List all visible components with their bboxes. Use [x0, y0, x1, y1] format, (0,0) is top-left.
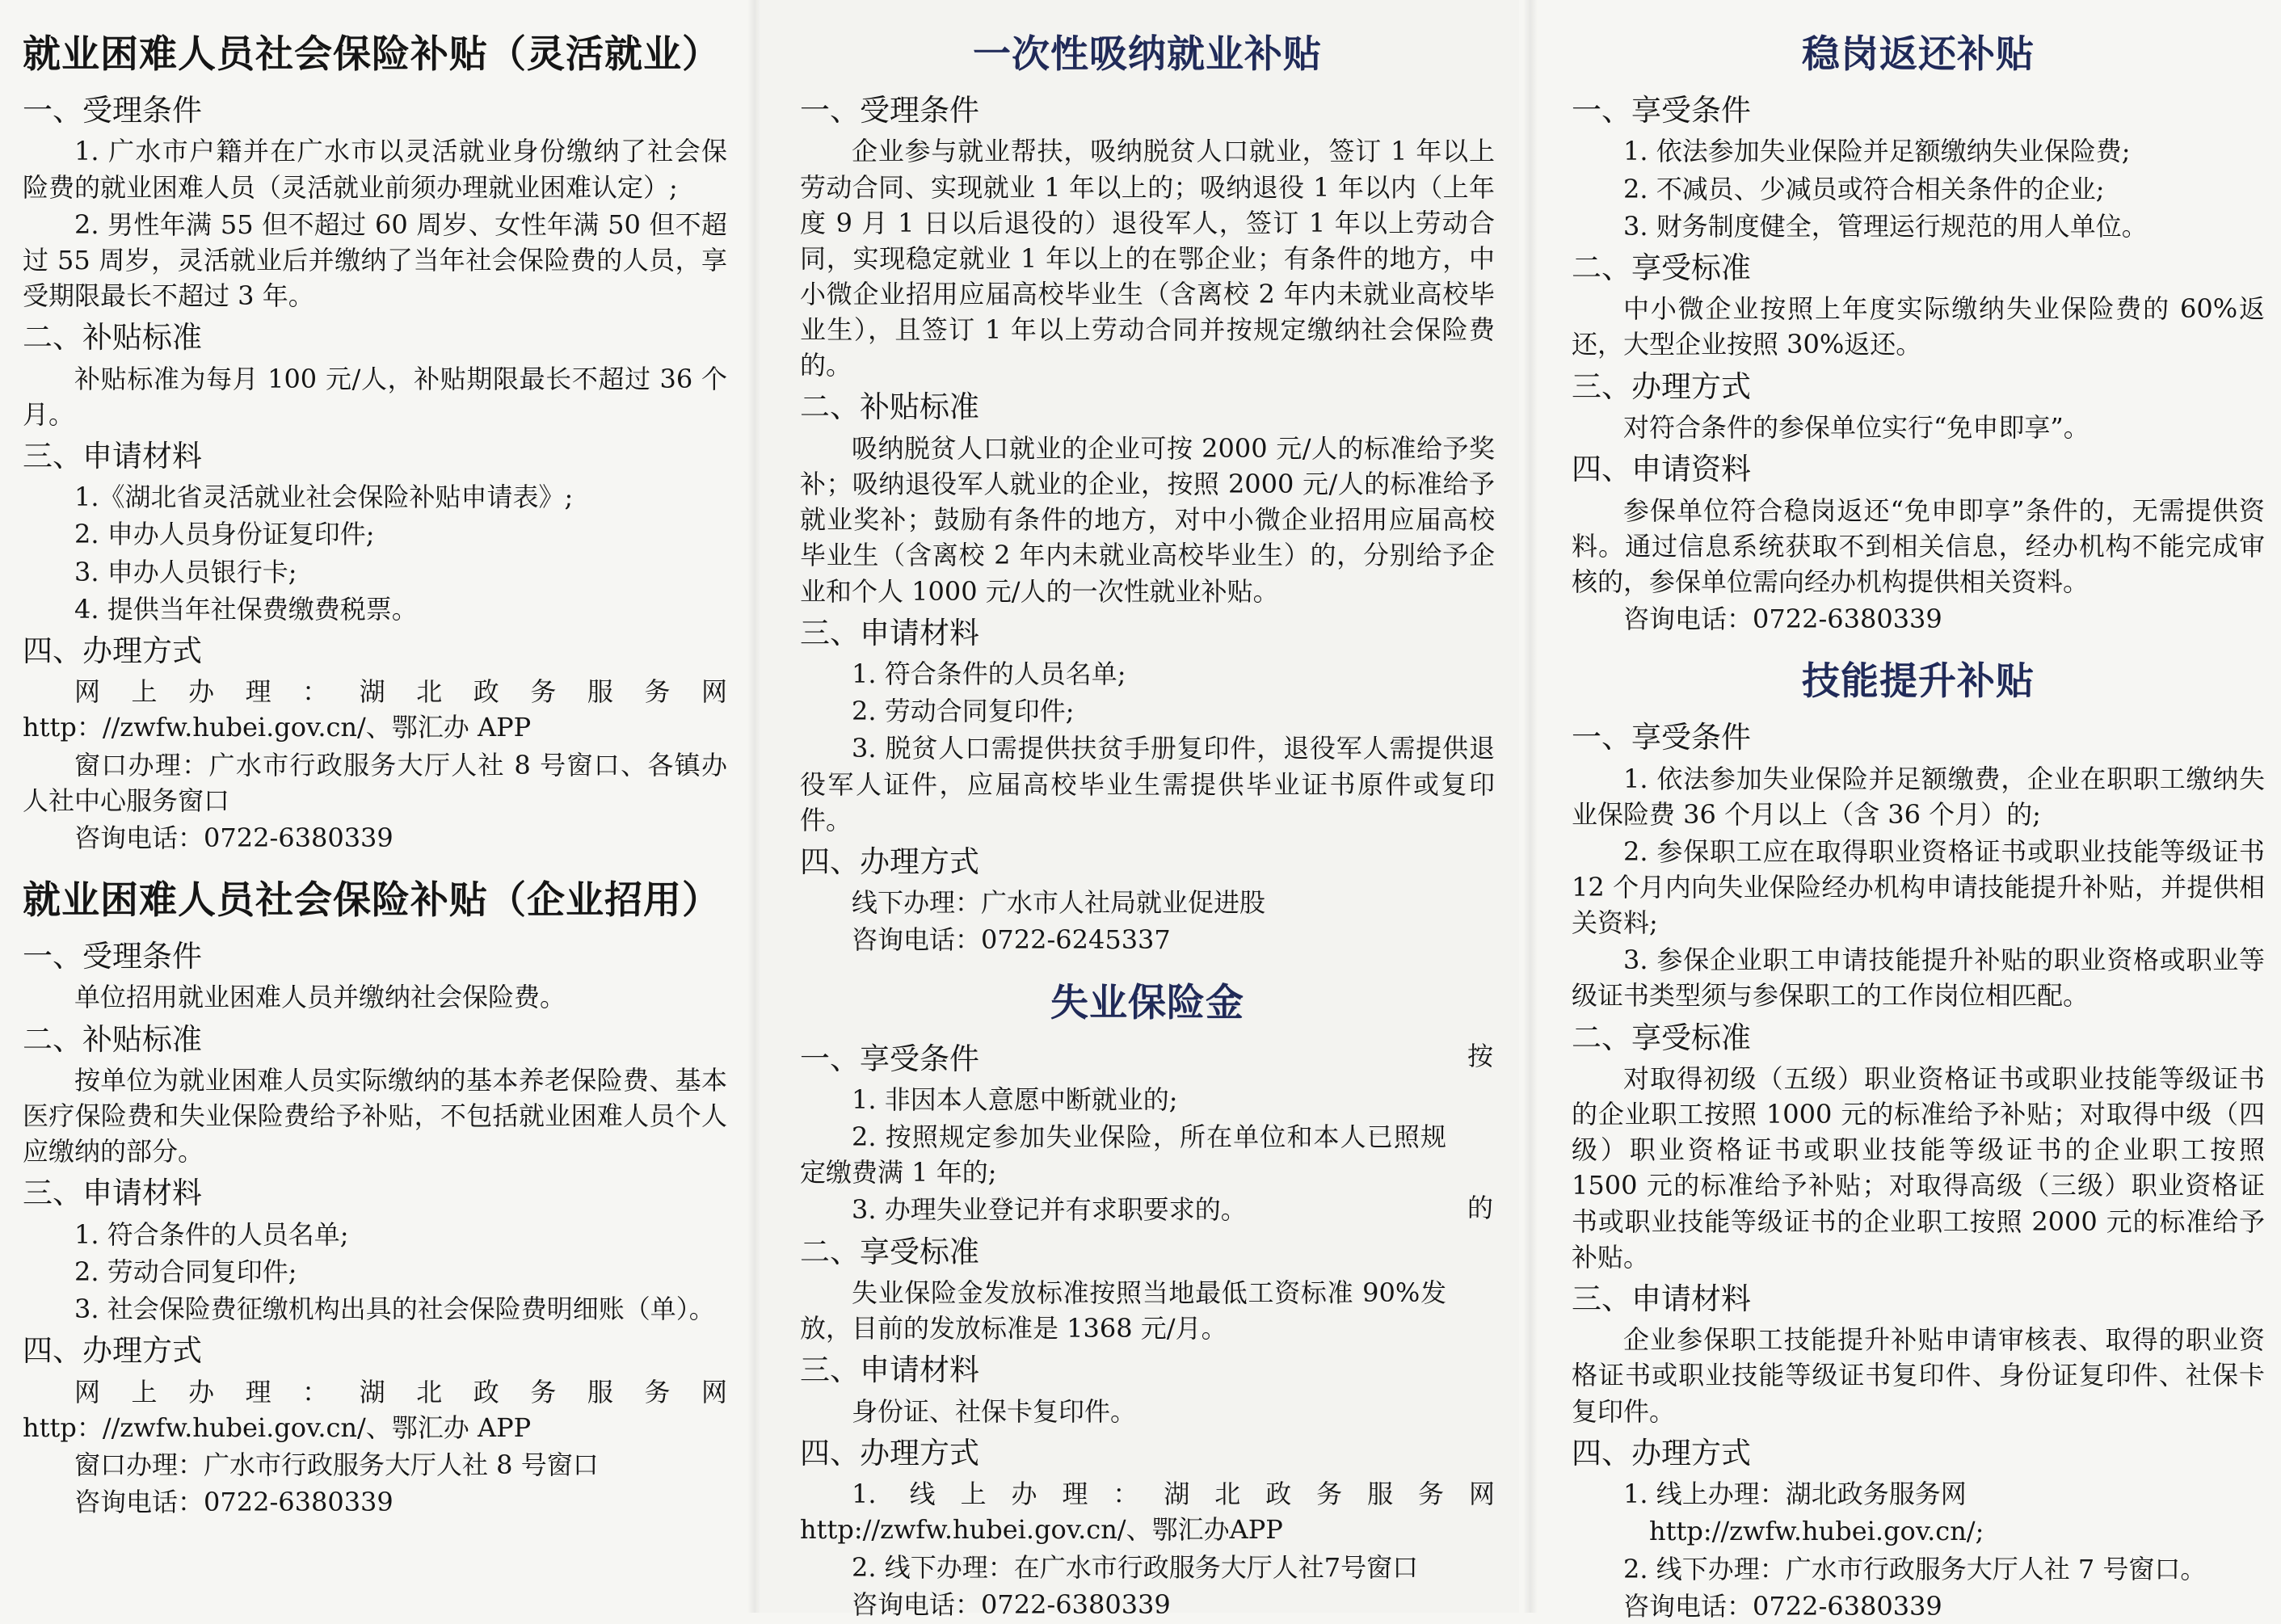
heading-conditions: 一、受理条件: [23, 93, 202, 128]
section-unemployment-insurance: [800, 973, 1495, 1622]
standard-text: 补贴标准为每月 100 元/人，补贴期限最长不超过 36 个月。: [23, 363, 727, 430]
section-one-time-hiring-subsidy: [800, 24, 1495, 958]
condition-item: 单位招用就业困难人员并缴纳社会保险费。: [74, 982, 566, 1013]
online-method: 网上办理：湖北政务服务网 http：//zwfw.hubei.gov.cn/、鄂汇办 APP: [23, 676, 727, 743]
heading-materials: 三、申请材料: [23, 1176, 202, 1211]
heading-materials: 三、申请材料: [1572, 1281, 1751, 1316]
online-method: 1. 线上办理：湖北政务服务网: [1623, 1479, 1967, 1510]
condition-item: 2. 男性年满 55 但不超过 60 周岁、女性年满 50 但不超过 55 周岁，灵活就业后并缴纳了当年社会保险费的人员，享受期限最长不超过 3 年。: [23, 208, 727, 312]
stray-character: 按: [1467, 1041, 1493, 1071]
heading-conditions: 一、受理条件: [800, 93, 979, 128]
column-left: [0, 0, 743, 1613]
section-job-stabilization-refund: [1572, 24, 2265, 637]
material-item: 1.《湖北省灵活就业社会保险补贴申请表》;: [74, 482, 574, 513]
online-url: http://zwfw.hubei.gov.cn/;: [1649, 1516, 1984, 1547]
window-method: 窗口办理：广水市行政服务大厅人社 8 号窗口、各镇办人社中心服务窗口: [23, 749, 727, 816]
heading-materials: 三、申请材料: [800, 1353, 979, 1388]
heading-standard: 二、享受标准: [1572, 1020, 1751, 1055]
material-item: 4. 提供当年社保费缴费税票。: [74, 593, 418, 625]
consult-phone: 咨询电话：0722-6245337: [852, 924, 1171, 956]
heading-method: 四、办理方式: [800, 844, 979, 879]
heading-conditions: 一、享受条件: [800, 1041, 979, 1076]
condition-item: 3. 参保企业职工申请技能提升补贴的职业资格或职业等级证书类型须与参保职工的工作岗位相匹配。: [1572, 945, 2265, 1012]
heading-standard: 二、补贴标准: [23, 1021, 202, 1057]
consult-phone: 咨询电话：0722-6380339: [74, 1487, 393, 1518]
condition-item: 2. 参保职工应在取得职业资格证书或职业技能等级证书 12 个月内向失业保险经办机构申请技能提升补贴，并提供相关资料;: [1572, 835, 2265, 939]
column-right: [1535, 0, 2281, 1622]
material-item: 2. 申办人员身份证复印件;: [74, 519, 375, 550]
heading-method: 三、办理方式: [1572, 368, 1751, 404]
heading-standard: 二、补贴标准: [23, 320, 202, 356]
condition-item: 1. 依法参加失业保险并足额缴费，企业在职职工缴纳失业保险费 36 个月以上（含 36 个月）的;: [1572, 763, 2265, 830]
material-item: 1. 符合条件的人员名单;: [852, 658, 1126, 690]
section-title: 一次性吸纳就业补贴: [973, 32, 1322, 77]
consult-phone: 咨询电话：0722-6380339: [1623, 603, 1942, 634]
heading-method: 四、办理方式: [23, 633, 202, 668]
heading-materials: 三、申请材料: [23, 438, 202, 473]
material-text: 企业参保职工技能提升补贴申请审核表、取得的职业资格证书或职业技能等级证书复印件、身份证复印件、社保卡复印件。: [1572, 1324, 2265, 1427]
condition-item: 2. 按照规定参加失业保险，所在单位和本人已照规定缴费满 1 年的;: [800, 1121, 1446, 1189]
consult-phone: 咨询电话：0722-6380339: [74, 822, 393, 853]
method-text: 对符合条件的参保单位实行“免申即享”。: [1623, 411, 2090, 443]
online-method: 1. 线上办理：湖北政务服务网 http://zwfw.hubei.gov.cn/、鄂汇办APP: [800, 1479, 1495, 1546]
material-item: 2. 劳动合同复印件;: [852, 696, 1075, 727]
online-method: 网上办理：湖北政务服务网 http：//zwfw.hubei.gov.cn/、鄂汇办 APP: [23, 1376, 727, 1443]
material-item: 3. 社会保险费征缴机构出具的社会保险费明细账（单）。: [74, 1294, 715, 1325]
consult-phone: 咨询电话：0722-6380339: [1623, 1590, 1942, 1622]
material-item: 2. 劳动合同复印件;: [74, 1256, 297, 1288]
offline-method: 2. 线下办理：在广水市行政服务大厅人社7号窗口: [852, 1551, 1419, 1583]
material-text: 参保单位符合稳岗返还“免申即享”条件的，无需提供资料。通过信息系统获取不到相关信息，经办机构不能完成审核的，参保单位需向经办机构提供相关资料。: [1572, 494, 2265, 597]
section-enterprise-hiring-subsidy: [23, 870, 727, 1520]
condition-item: 3. 财务制度健全，管理运行规范的用人单位。: [1623, 210, 2148, 242]
standard-text: 对取得初级（五级）职业资格证书或职业技能等级证书的企业职工按照 1000 元的标准给予补贴；对取得中级（四级）职业资格证书或职业技能等级证书的企业职工按照 1500 元的标准给予补贴；对取得高级（三级）职业资格证书或职业技能等级证书的企业职工按照 2000 元的标准给予补贴。: [1572, 1063, 2265, 1273]
condition-item: 2. 不减员、少减员或符合相关条件的企业;: [1623, 173, 2105, 204]
heading-standard: 二、补贴标准: [800, 389, 979, 425]
section-skill-upgrade-subsidy: [1572, 651, 2265, 1624]
material-item: 3. 脱贫人口需提供扶贫手册复印件，退役军人需提供退役军人证件，应届高校毕业生需提供毕业证书原件或复印件。: [800, 733, 1495, 835]
material-item: 身份证、社保卡复印件。: [852, 1395, 1137, 1427]
condition-item: 1. 非因本人意愿中断就业的;: [852, 1083, 1178, 1115]
consult-phone: 咨询电话：0722-6380339: [852, 1588, 1171, 1620]
standard-text: 吸纳脱贫人口就业的企业可按 2000 元/人的标准给予奖补；吸纳退役军人就业的企业，按照 2000 元/人的标准给予就业奖补；鼓励有条件的地方，对中小微企业招用应届高校毕业生（含离校 2 年内未就业高校毕业生）的，分别给予企业和个人 1000 元/人的一次性就业补贴。: [800, 432, 1495, 607]
standard-text: 按单位为就业困难人员实际缴纳的基本养老保险费、基本医疗保险费和失业保险费给予补贴，不包括就业困难人员个人应缴纳的部分。: [23, 1065, 727, 1168]
condition-item: 3. 办理失业登记并有求职要求的。: [852, 1194, 1247, 1226]
heading-method: 四、办理方式: [800, 1435, 979, 1470]
section-title: 失业保险金: [1050, 980, 1244, 1025]
material-item: 3. 申办人员银行卡;: [74, 556, 297, 587]
section-title: 稳岗返还补贴: [1802, 32, 2035, 77]
window-method: 窗口办理：广水市行政服务大厅人社 8 号窗口: [74, 1449, 599, 1481]
heading-standard: 二、享受标准: [1572, 250, 1751, 285]
section-title: 就业困难人员社会保险补贴（灵活就业）: [23, 32, 721, 77]
heading-materials: 三、申请材料: [800, 615, 979, 650]
section-flexible-employment-subsidy: [23, 24, 727, 856]
stray-character: 的: [1467, 1193, 1493, 1223]
heading-conditions: 一、享受条件: [1572, 93, 1751, 128]
section-title: 技能提升补贴: [1802, 659, 2035, 705]
heading-standard: 二、享受标准: [800, 1234, 979, 1269]
heading-method: 四、办理方式: [23, 1333, 202, 1369]
heading-conditions: 一、享受条件: [1572, 720, 1751, 755]
standard-text: 中小微企业按照上年度实际缴纳失业保险费的 60%返还，大型企业按照 30%返还。: [1572, 293, 2265, 360]
offline-method: 线下办理：广水市人社局就业促进股: [852, 887, 1266, 919]
material-item: 1. 符合条件的人员名单;: [74, 1218, 349, 1250]
offline-method: 2. 线下办理：广水市行政服务大厅人社 7 号窗口。: [1623, 1553, 2207, 1584]
heading-method: 四、办理方式: [1572, 1435, 1751, 1470]
column-middle: [760, 0, 1519, 1620]
section-title: 就业困难人员社会保险补贴（企业招用）: [23, 878, 721, 923]
heading-materials: 四、申请资料: [1572, 452, 1751, 487]
heading-conditions: 一、受理条件: [23, 939, 202, 974]
condition-item: 企业参与就业帮扶，吸纳脱贫人口就业，签订 1 年以上劳动合同、实现就业 1 年以上的；吸纳退役 1 年以内（上年度 9 月 1 日以后退役的）退役军人，签订 1 年以上劳动合同，实现稳定就业 1 年以上的在鄂企业；有条件的地方，中小微企业招用应届高校毕业生（含离校 2 年内未就业高校毕业生），且签订 1 年以上劳动合同并按规定缴纳社会保险费的。: [800, 136, 1495, 381]
condition-item: 1. 依法参加失业保险并足额缴纳失业保险费;: [1623, 136, 2131, 167]
standard-text: 失业保险金发放标准按照当地最低工资标准 90%发放，目前的发放标准是 1368 元/月。: [800, 1277, 1446, 1344]
condition-item: 1. 广水市户籍并在广水市以灵活就业身份缴纳了社会保险费的就业困难人员（灵活就业前须办理就业困难认定）;: [23, 136, 727, 203]
